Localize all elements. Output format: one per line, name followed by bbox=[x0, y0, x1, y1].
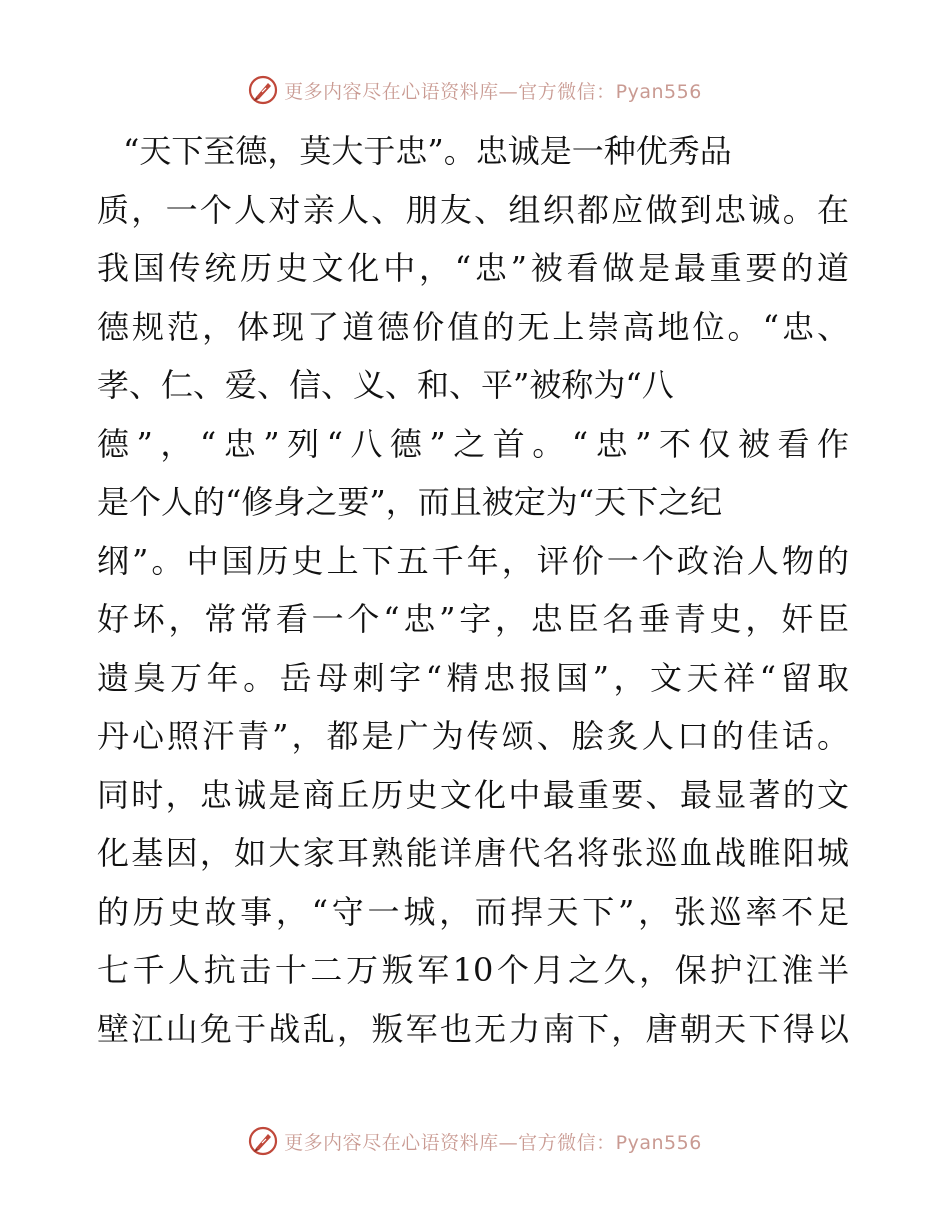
article-body bbox=[97, 122, 849, 1058]
text-line: 德”，“忠”列“八德”之首。“忠”不仅被看作 bbox=[97, 424, 849, 463]
text-line: 壁江山免于战乱，叛军也无力南下，唐朝天下得以 bbox=[97, 1009, 849, 1048]
text-line: 德规范，体现了道德价值的无上崇高地位。“忠、 bbox=[97, 307, 849, 346]
watermark-handle: Pyan556 bbox=[615, 80, 702, 103]
watermark-text: 更多内容尽在心语资料库—官方微信： bbox=[284, 80, 616, 103]
text-line: 是个人的“修身之要”，而且被定为“天下之纪 bbox=[97, 483, 723, 521]
footer-watermark bbox=[0, 1124, 950, 1158]
quill-pen-icon bbox=[248, 75, 278, 105]
header-watermark bbox=[0, 73, 950, 107]
text-line: 纲”。中国历史上下五千年，评价一个政治人物的 bbox=[97, 541, 849, 580]
text-line: 好坏，常常看一个“忠”字，忠臣名垂青史，奸臣 bbox=[97, 600, 849, 638]
text-line: 遗臭万年。岳母刺字“精忠报国”，文天祥“留取 bbox=[97, 658, 849, 697]
text-line: 七千人抗击十二万叛军10个月之久，保护江淮半 bbox=[97, 951, 849, 989]
text-line: 的历史故事，“守一城，而捍天下”，张巡率不足 bbox=[97, 892, 849, 931]
quill-pen-icon bbox=[248, 1126, 278, 1156]
text-line: 孝、仁、爱、信、义、和、平”被称为“八 bbox=[97, 366, 674, 404]
text-line: “天下至德，莫大于忠”。忠诚是一种优秀品 bbox=[123, 132, 732, 170]
text-line: 丹心照汗青”，都是广为传颂、脍炙人口的佳话。 bbox=[97, 717, 849, 755]
text-line: 我国传统历史文化中，“忠”被看做是最重要的道 bbox=[97, 249, 849, 287]
text-line: 同时，忠诚是商丘历史文化中最重要、最显著的文 bbox=[97, 775, 849, 814]
text-line: 质，一个人对亲人、朋友、组织都应做到忠诚。在 bbox=[97, 190, 849, 229]
text-line: 化基因，如大家耳熟能详唐代名将张巡血战睢阳城 bbox=[97, 834, 849, 872]
watermark-handle: Pyan556 bbox=[615, 1131, 702, 1154]
watermark-text: 更多内容尽在心语资料库—官方微信： bbox=[284, 1131, 616, 1154]
